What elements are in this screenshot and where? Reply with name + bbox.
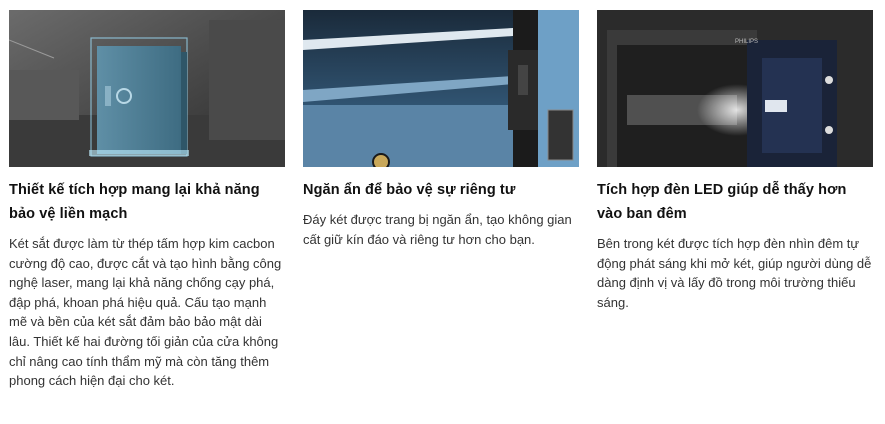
feature-title: Thiết kế tích hợp mang lại khả năng bảo vệ liền mạch <box>9 182 260 222</box>
feature-card-integrated-design <box>9 10 285 391</box>
steel-safe-photo <box>9 10 285 167</box>
feature-title: Ngăn ẩn để bảo vệ sự riêng tư <box>303 182 516 198</box>
feature-card-hidden-compartment <box>303 10 579 249</box>
hidden-compartment-photo <box>303 10 579 167</box>
feature-description: Đáy két được trang bị ngăn ẩn, tạo không gian cất giữ kín đáo và riêng tư hơn cho bạn. <box>303 212 572 247</box>
brand-logo: PHILIPS <box>735 39 759 45</box>
led-light-interior-photo <box>597 10 873 167</box>
feature-card-led-light <box>597 10 873 312</box>
feature-description: Bên trong két được tích hợp đèn nhìn đêm tự động phát sáng khi mở két, giúp người dùng dễ dàng định vị và lấy đồ trong môi trường thiếu sáng. <box>597 236 872 310</box>
feature-title: Tích hợp đèn LED giúp dễ thấy hơn vào ban đêm <box>597 182 847 222</box>
feature-description: Két sắt được làm từ thép tấm hợp kim cacbon cường độ cao, được cắt và tạo hình bằng công nghệ laser, mang lại khả năng chống cạy phá, đập phá, khoan phá hiệu quả. Cấu tạo mạnh mẽ và bền của két sắt đảm bảo bảo mật dài lâu. Thiết kế hai đường tối giản của cửa không chỉ nâng cao tính thẩm mỹ mà còn tăng thêm phong cách hiện đại cho két. <box>9 236 282 389</box>
